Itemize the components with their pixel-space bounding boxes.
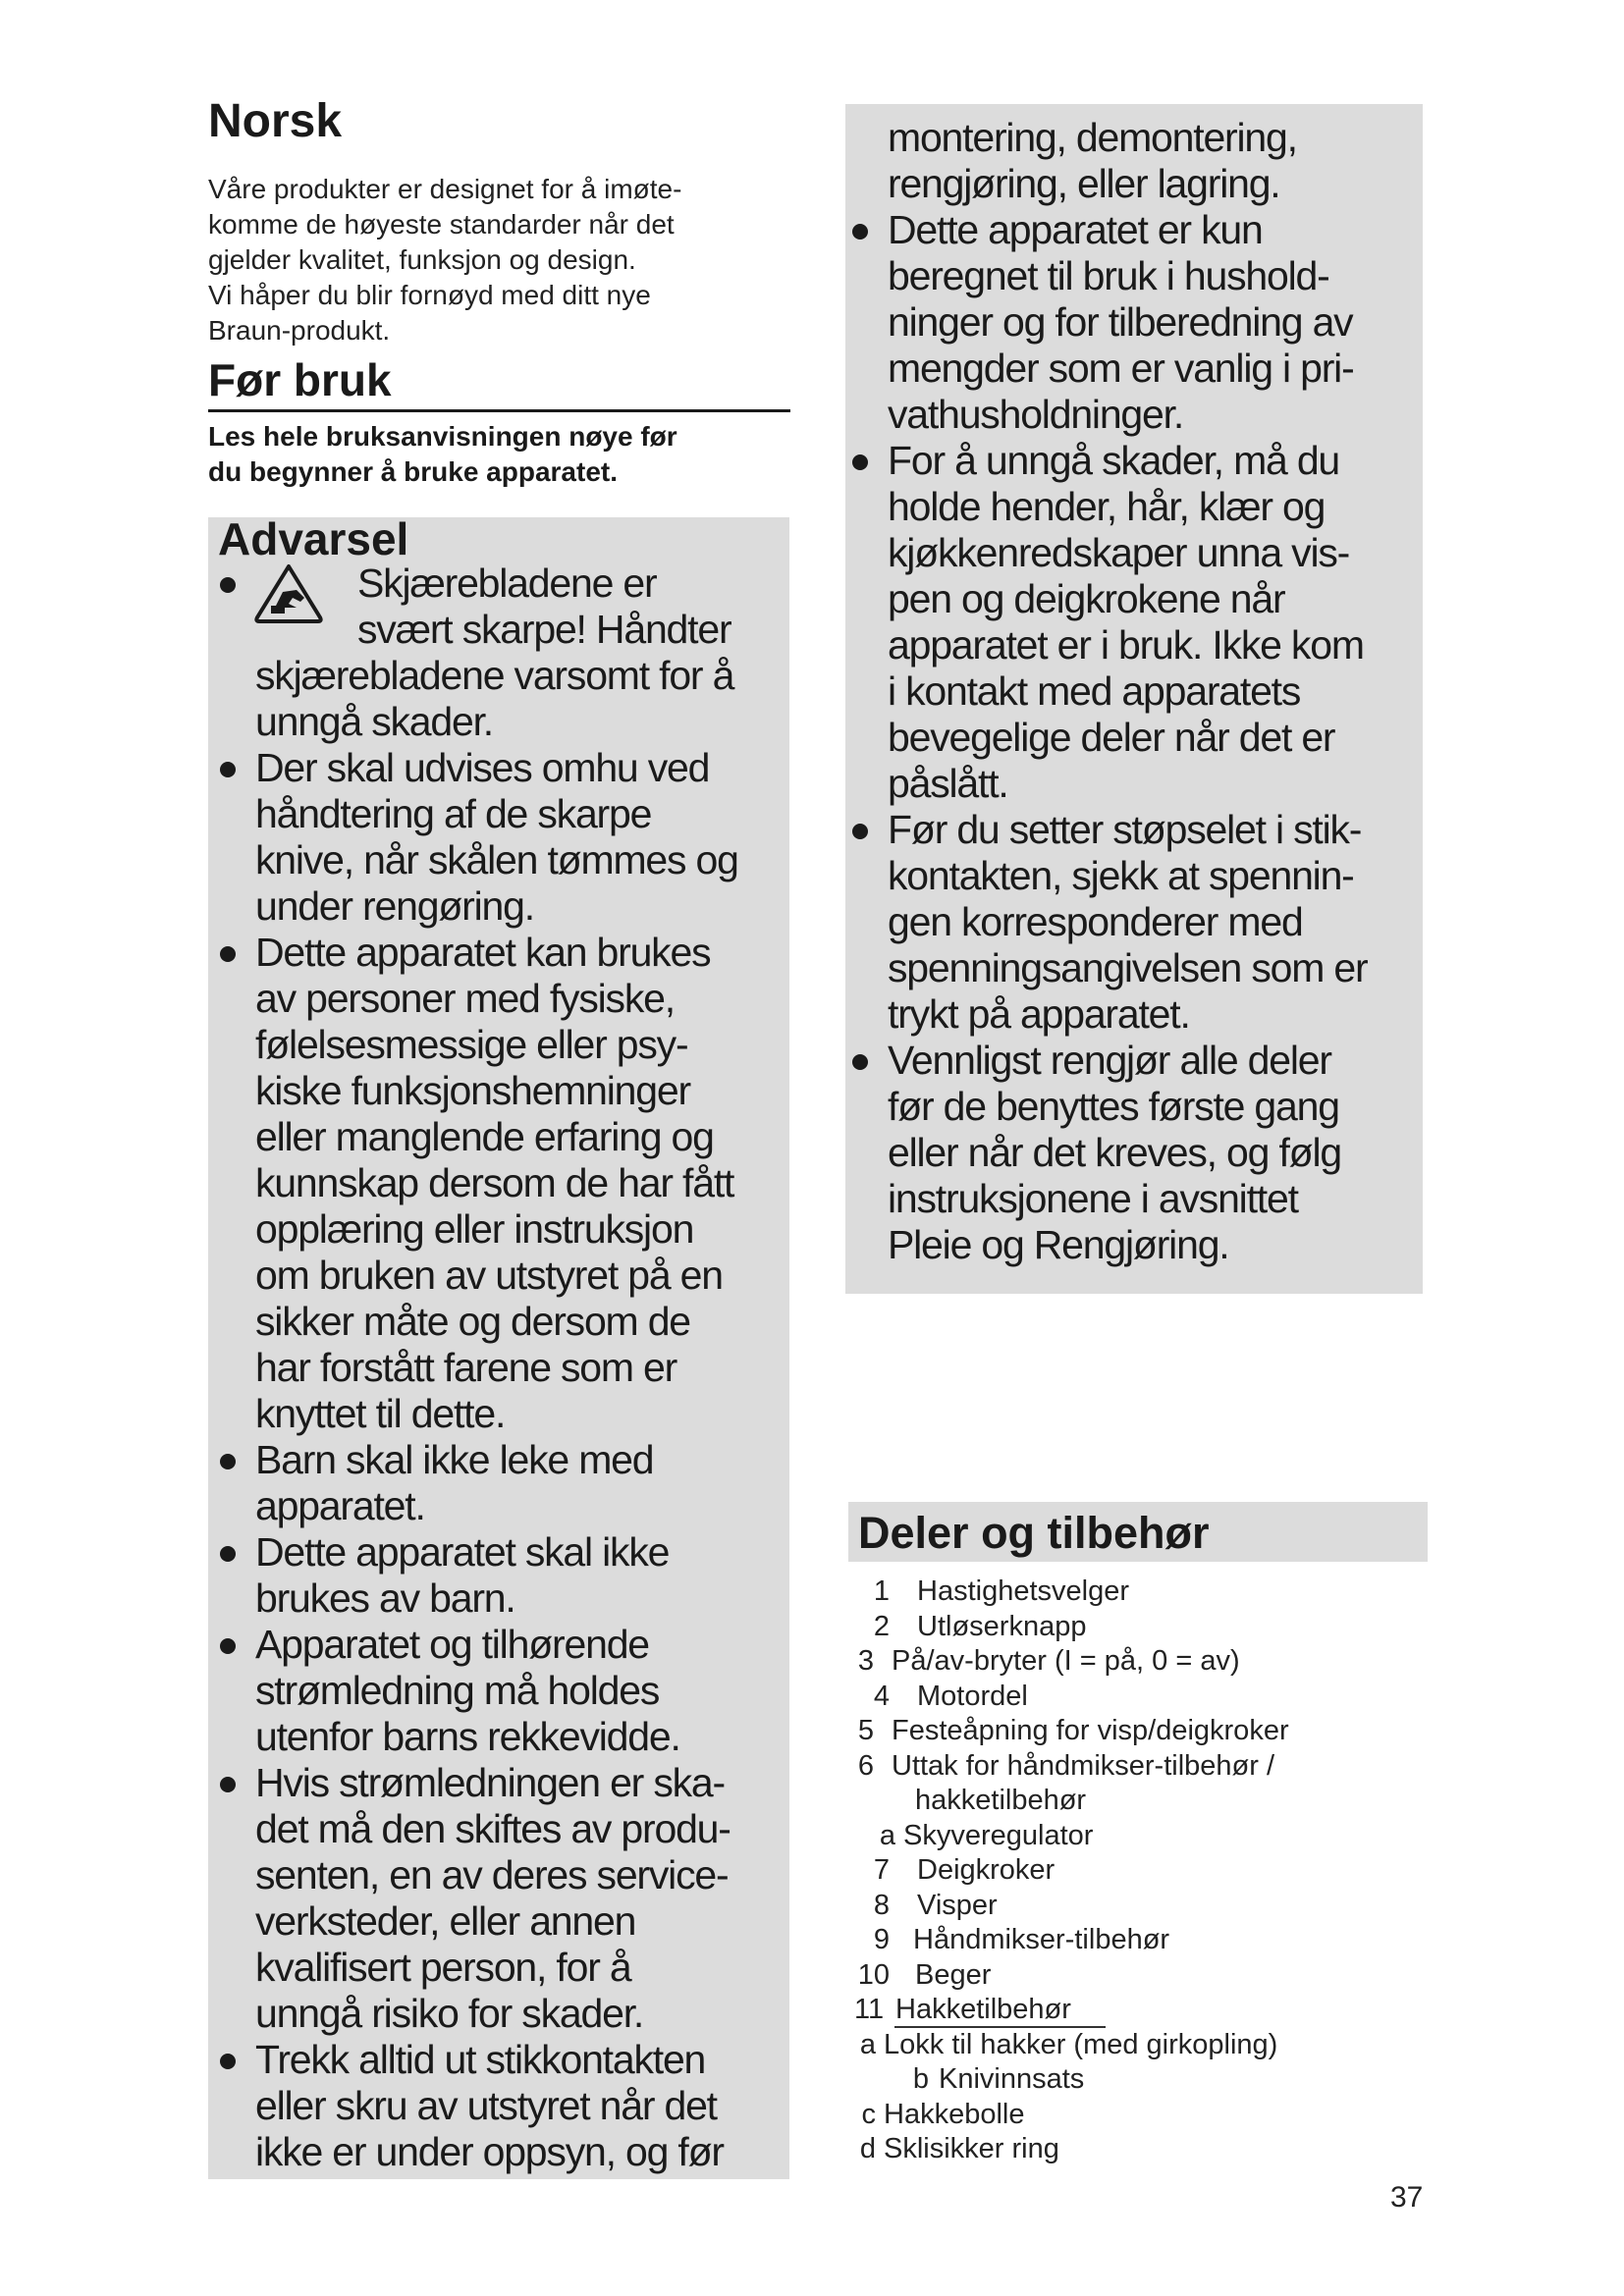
warning-item-line: Skjærebladene er — [357, 561, 657, 606]
part-label: På/av-bryter (I = på, 0 = av) — [892, 1645, 1240, 1677]
bullet-icon — [220, 1777, 236, 1792]
part-item — [854, 2132, 1404, 2167]
parts-heading: Deler og tilbehør — [858, 1508, 1210, 1558]
part-number: 6 — [857, 1749, 874, 1782]
intro-paragraph-2: Vi håper du blir fornøyd med ditt nye Braun-produkt. — [208, 280, 651, 346]
warning-item — [214, 1760, 784, 2037]
intro-paragraph-1: Våre produkter er designet for å imøte- komme de høyeste standarder når det gjelder kvalitet, funksjon og design. — [208, 174, 682, 275]
part-item — [854, 1958, 1404, 1994]
warning-item-text: Barn skal ikke leke med apparatet. — [255, 1437, 654, 1528]
warning-item-line: skjærebladene varsomt for å — [255, 653, 734, 698]
warning-item — [214, 1529, 784, 1622]
part-item — [854, 1714, 1404, 1749]
warning-item-text: Hvis strømledningen er ska- det må den skiftes av produ- senten, en av deres service- verksteder, eller annen kvalifisert person, for å unngå risiko for skader. — [255, 1760, 731, 2036]
warning-item-text: Apparatet og tilhørende strømledning må holdes utenfor barns rekkevidde. — [255, 1622, 680, 1759]
warning-item-line: svært skarpe! Håndter — [357, 607, 731, 652]
part-label: Skyveregulator — [903, 1819, 1094, 1851]
warning-item-text: Der skal udvises omhu ved håndtering af de skarpe knive, når skålen tømmes og under rengøring. — [255, 745, 738, 929]
bullet-icon — [220, 762, 236, 777]
warning-item-text: Dette apparatet kan brukes av personer med fysiske, følelsesmessige eller psy- kiske funksjonshemninger eller manglende erfaring og kunnskap dersom de har fått opplæring eller instruksjon om bruken av utstyret på en sikker måte og dersom de har forstått farene som er knyttet til dette. — [255, 930, 734, 1436]
warning-item — [846, 807, 1416, 1038]
part-number: 7 — [873, 1854, 890, 1886]
warning-list-right — [846, 207, 1416, 1268]
part-item — [854, 2028, 1404, 2063]
part-item — [854, 1610, 1404, 1645]
warning-item-text: Trekk alltid ut stikkontakten eller skru av utstyret når det ikke er under oppsyn, og før — [255, 2037, 724, 2174]
part-number: 2 — [873, 1610, 890, 1642]
part-label: Hastighetsvelger — [917, 1575, 1129, 1607]
bullet-icon — [220, 577, 236, 593]
part-label: Visper — [917, 1889, 998, 1921]
part-letter: a — [879, 1819, 895, 1851]
bullet-icon — [852, 1054, 868, 1070]
warning-item-text: Vennligst rengjør alle deler før de benyttes første gang eller når det kreves, og følg instruksjonene i avsnittet Pleie og Rengjøring. — [888, 1038, 1341, 1267]
part-letter: b — [912, 2063, 929, 2095]
bullet-icon — [852, 454, 868, 470]
warning-item — [214, 745, 784, 930]
warning-item-text — [255, 561, 784, 745]
part-label: Utløserknapp — [917, 1610, 1087, 1642]
warning-list-continued — [846, 115, 1416, 1268]
part-label: Festeåpning for visp/deigkroker — [892, 1715, 1289, 1746]
heading-divider — [208, 409, 790, 412]
part-number: 3 — [857, 1645, 874, 1677]
bullet-icon — [220, 1454, 236, 1469]
warning-item-text: Før du setter støpselet i stik- kontakten, sjekk at spennin- gen korresponderer med spenningsangivelsen som er trykt på apparatet. — [888, 807, 1368, 1037]
part-label: Håndmikser-tilbehør — [913, 1924, 1170, 1955]
bullet-icon — [852, 824, 868, 839]
part-item — [854, 1993, 1404, 2028]
part-item — [854, 2062, 1404, 2098]
warning-continuation-text: montering, demontering, rengjøring, eller lagring. — [888, 115, 1297, 206]
before-use-note: Les hele bruksanvisningen nøye før du begynner å bruke apparatet. — [208, 421, 677, 487]
warning-item-line: unngå skader. — [255, 699, 493, 744]
part-item — [854, 1889, 1404, 1924]
part-label: Motordel — [917, 1680, 1028, 1712]
part-item — [854, 1819, 1404, 1854]
bullet-icon — [220, 1546, 236, 1562]
warning-item — [214, 2037, 784, 2175]
part-label: Beger — [915, 1958, 992, 1991]
part-label: Hakketilbehør — [895, 1994, 1071, 2025]
part-label: Knivinnsats — [939, 2063, 1085, 2095]
part-item — [854, 1853, 1404, 1889]
part-item — [854, 1644, 1404, 1680]
bullet-icon — [220, 946, 236, 962]
warning-item — [846, 207, 1416, 438]
warning-item-text: Dette apparatet er kun beregnet til bruk i hushold- ninger og for tilberedning av mengder som er vanlig i pri- vathusholdninger. — [888, 207, 1354, 437]
part-number: 5 — [857, 1715, 874, 1746]
part-letter: d — [859, 2133, 876, 2164]
part-number: 8 — [873, 1889, 890, 1921]
part-item — [854, 1749, 1404, 1785]
part-label: Hakkebolle — [884, 2098, 1025, 2130]
bullet-icon — [852, 224, 868, 240]
part-letter: c — [861, 2098, 876, 2130]
part-item — [854, 1575, 1404, 1610]
warning-item — [214, 930, 784, 1437]
warning-item — [214, 1622, 784, 1760]
part-label: Deigkroker — [917, 1854, 1056, 1886]
part-number: 1 — [873, 1575, 890, 1607]
page-number: 37 — [1390, 2181, 1424, 2214]
warning-item — [214, 1437, 784, 1529]
warning-item — [846, 1038, 1416, 1268]
part-label: Sklisikker ring — [884, 2133, 1059, 2164]
warning-item — [214, 561, 784, 745]
part-number: 11 — [854, 1994, 885, 2025]
before-use-heading: Før bruk — [208, 354, 392, 405]
part-item — [854, 1784, 1404, 1819]
part-number: 4 — [873, 1680, 890, 1712]
part-number: 10 — [857, 1958, 890, 1991]
parts-list — [854, 1575, 1404, 2167]
warning-title: Advarsel — [218, 513, 409, 564]
warning-item-text: Dette apparatet skal ikke brukes av barn. — [255, 1529, 670, 1621]
bullet-icon — [220, 2054, 236, 2069]
part-label: Lokk til hakker (med girkopling) — [884, 2028, 1278, 2060]
part-label: hakketilbehør — [915, 1785, 1087, 1816]
part-number: 9 — [873, 1924, 890, 1955]
part-item — [854, 1923, 1404, 1958]
part-label: Uttak for håndmikser-tilbehør / — [892, 1749, 1275, 1782]
warning-list — [214, 561, 784, 2175]
part-item — [854, 2098, 1404, 2133]
sharp-blade-warning-icon — [253, 562, 324, 623]
language-heading: Norsk — [208, 95, 343, 147]
bullet-icon — [220, 1638, 236, 1654]
intro-text — [208, 172, 797, 348]
warning-item-text: For å unngå skader, må du holde hender, hår, klær og kjøkkenredskaper unna vis- pen og deigkrokene når apparatet er i bruk. Ikke kom i kontakt med apparatets bevegelige deler når det er påslått. — [888, 438, 1364, 806]
part-item — [854, 1680, 1404, 1715]
part-letter: a — [859, 2028, 876, 2060]
warning-item — [846, 438, 1416, 807]
